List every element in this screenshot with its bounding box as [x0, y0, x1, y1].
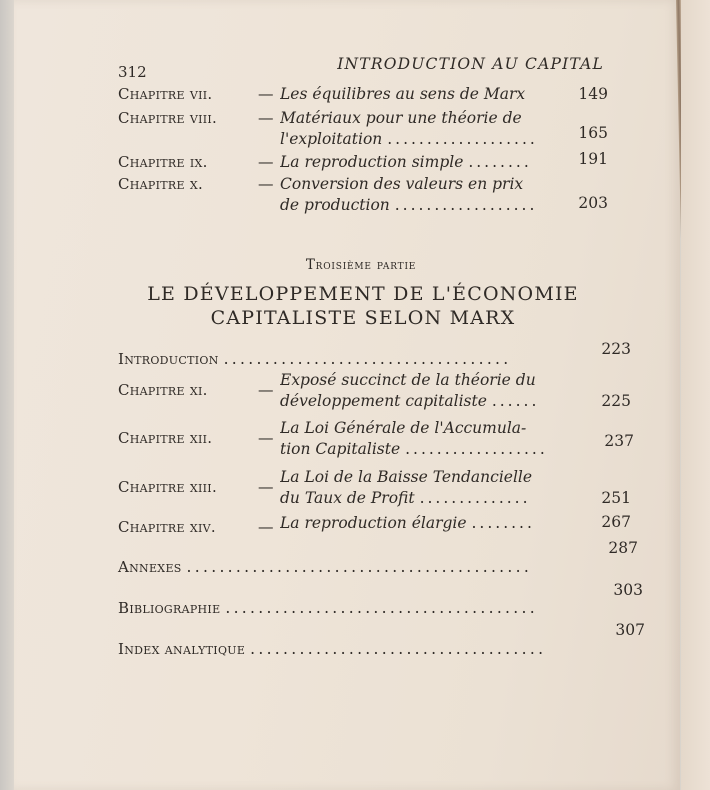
facing-page-edge: [681, 0, 710, 790]
page-ref: 203: [578, 194, 608, 212]
chapter-title: Exposé succinct de la théorie du: [280, 371, 536, 389]
page-ref: 165: [578, 124, 608, 142]
page-ref: 225: [601, 392, 631, 410]
chapter-label: Chapitre vii.: [118, 85, 213, 103]
entry-label: Index analytique: [118, 640, 246, 658]
toc-entry: [118, 152, 608, 174]
toc-part-three: [118, 340, 648, 661]
chapter-label: Chapitre x.: [118, 175, 204, 193]
dot-leader: ...................................: [223, 350, 512, 368]
chapter-label: Chapitre xii.: [118, 429, 213, 447]
dot-leader: ......................................: [225, 599, 538, 617]
toc-part-two-end: [118, 84, 608, 218]
page-ref: 237: [604, 432, 634, 450]
toc-entry-annexes: [118, 539, 638, 581]
em-dash: —: [258, 381, 274, 399]
part-title-line-2: CAPITALISTE SELON MARX: [210, 307, 516, 329]
em-dash: —: [258, 478, 274, 496]
chapter-label: Chapitre ix.: [118, 153, 208, 171]
chapter-label: Chapitre xiv.: [118, 518, 216, 536]
chapter-title-cont: du Taux de Profit: [280, 489, 415, 507]
em-dash: —: [258, 153, 274, 171]
toc-entry: [118, 513, 631, 539]
dot-leader: ......: [491, 392, 540, 410]
page-header: [118, 55, 604, 79]
chapter-title-cont: tion Capitaliste: [280, 440, 401, 458]
em-dash: —: [258, 175, 274, 193]
dot-leader: ........: [468, 153, 532, 171]
dot-leader: ....................................: [250, 640, 547, 658]
page-ref: 303: [613, 581, 643, 599]
page-ref: 267: [601, 513, 631, 531]
chapter-title: La Loi de la Baisse Tendancielle: [280, 468, 533, 486]
toc-entry-bibliographie: [118, 581, 643, 621]
dot-leader: ..........................................: [186, 558, 533, 576]
dot-leader: ........: [471, 514, 535, 532]
page-ref: 149: [578, 85, 608, 103]
dot-leader: ..................: [405, 440, 548, 458]
page-ref: 223: [601, 340, 631, 358]
toc-entry: [118, 174, 608, 218]
chapter-label: Chapitre xi.: [118, 381, 208, 399]
running-title: INTRODUCTION AU CAPITAL: [337, 55, 604, 73]
page-number: 312: [118, 63, 147, 81]
chapter-title: La reproduction élargie: [280, 514, 467, 532]
chapter-title-cont: développement capitaliste: [280, 392, 487, 410]
entry-label: Annexes: [118, 558, 182, 576]
page-ref: 191: [578, 150, 608, 168]
em-dash: —: [258, 109, 274, 127]
em-dash: —: [258, 429, 274, 447]
dot-leader: ..............: [419, 489, 531, 507]
page-ref: 307: [615, 621, 645, 639]
dot-leader: ..................: [394, 196, 538, 214]
em-dash: —: [258, 85, 274, 103]
chapter-title: Matériaux pour une théorie de: [280, 109, 522, 127]
page-ref: 287: [608, 539, 638, 557]
chapter-title-cont: l'exploitation: [280, 130, 383, 148]
toc-entry-index: [118, 621, 645, 661]
chapter-title: Conversion des valeurs en prix: [280, 175, 524, 193]
chapter-title: Les équilibres au sens de Marx: [280, 85, 526, 103]
toc-entry: [118, 108, 608, 152]
toc-entry: [118, 467, 631, 513]
toc-entry: [118, 370, 631, 415]
chapter-title: La Loi Générale de l'Accumula-: [280, 419, 527, 437]
chapter-title: La reproduction simple: [280, 153, 464, 171]
entry-label: Introduction: [118, 350, 219, 368]
chapter-title-cont: de production: [280, 196, 390, 214]
part-title-line-1: LE DÉVELOPPEMENT DE L'ÉCONOMIE: [147, 283, 579, 305]
toc-entry: [118, 418, 634, 464]
part-label: Troisième partie: [305, 257, 417, 273]
entry-label: Bibliographie: [118, 599, 221, 617]
dot-leader: ...................: [387, 130, 538, 148]
part-title: [118, 282, 608, 330]
chapter-label: Chapitre viii.: [118, 109, 218, 127]
em-dash: —: [258, 518, 274, 536]
toc-entry-introduction: [118, 340, 631, 370]
page-ref: 251: [601, 489, 631, 507]
adjacent-page-edge: [0, 0, 14, 790]
toc-entry: [118, 84, 608, 108]
chapter-label: Chapitre xiii.: [118, 478, 218, 496]
